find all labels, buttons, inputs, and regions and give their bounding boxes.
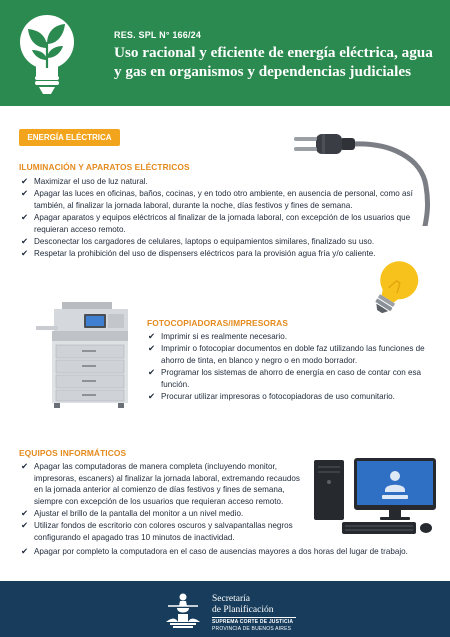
page-title: Uso racional y eficiente de energía eléctrica, agua y gas en organismos y dependencias judiciales xyxy=(114,44,433,80)
list-item: ✔ Apagar las computadoras de manera completa (incluyendo monitor, impresoras, escaners) al finalizar la jornada laboral, extremando recaudos en la jornada anterior al comienzo de días festivos y fines de semana, siempre con excepción de los usuarios que requieran acceso remoto. xyxy=(21,461,300,506)
check-icon: ✔ xyxy=(21,507,29,518)
list-item: ✔ Apagar por completo la computadora en el caso de ausencias mayores a dos horas del lugar de trabajo. xyxy=(21,546,408,556)
list-lighting xyxy=(21,176,433,260)
lightbulb-plant-icon xyxy=(18,12,76,96)
check-icon: ✔ xyxy=(21,176,29,186)
section-title-lighting: ILUMINACIÓN Y APARATOS ELÉCTRICOS xyxy=(19,162,190,172)
justice-emblem-icon xyxy=(160,592,206,632)
list-item: ✔ Utilizar fondos de escritorio con colores oscuros y salvapantallas negros configurando el apagado tras 10 minutos de inactividad. xyxy=(21,520,293,542)
section-title-printers: FOTOCOPIADORAS/IMPRESORAS xyxy=(147,318,289,328)
check-icon: ✔ xyxy=(21,235,29,246)
photocopier-icon xyxy=(32,300,132,412)
check-icon: ✔ xyxy=(21,188,29,199)
desktop-computer-icon xyxy=(312,456,438,536)
check-icon: ✔ xyxy=(21,546,29,556)
list-item: ✔ Procurar utilizar impresoras o fotocopiadoras de uso comunitario. xyxy=(148,390,395,401)
lightbulb-icon xyxy=(364,255,426,319)
footer-court: SUPREMA CORTE DE JUSTICIA xyxy=(212,619,294,625)
check-icon: ✔ xyxy=(21,247,29,258)
check-icon: ✔ xyxy=(21,461,29,471)
list-item: ✔ Apagar aparatos y equipos eléctricos al finalizar de la jornada laboral, con excepción de los usuarios que requieran acceso remoto. xyxy=(21,211,411,234)
footer-planificacion: de Planificación xyxy=(212,605,274,615)
list-item: ✔ Desconectar los cargadores de celulares, laptops o equipamientos similares, finalizado su uso. xyxy=(21,235,375,246)
check-icon: ✔ xyxy=(148,366,156,377)
footer-province: PROVINCIA DE BUENOS AIRES xyxy=(212,626,292,632)
check-icon: ✔ xyxy=(21,520,29,531)
check-icon: ✔ xyxy=(148,331,156,341)
list-it-equipment xyxy=(21,461,311,544)
check-icon: ✔ xyxy=(148,390,156,401)
check-icon: ✔ xyxy=(148,343,156,354)
list-it-equipment-last xyxy=(21,546,441,558)
list-item: ✔ Imprimir si es realmente necesario. xyxy=(148,331,287,341)
section-title-it-equipment: EQUIPOS INFORMÁTICOS xyxy=(19,448,127,458)
category-badge: ENERGÍA ELÉCTRICA xyxy=(19,129,120,146)
resolution-number: RES. SPL N° 166/24 xyxy=(114,30,202,40)
list-item: ✔ Respetar la prohibición del uso de dispensers eléctricos para la provisión agua fría y/o caliente. xyxy=(21,247,376,258)
list-item: ✔ Imprimir o fotocopiar documentos en doble faz utilizando las funciones de ahorro de tinta, en blanco y negro o en modo borrador. xyxy=(148,343,425,365)
footer-divider xyxy=(212,617,296,618)
list-item: ✔ Programar los sistemas de ahorro de energía en caso de contar con esa función. xyxy=(148,366,422,389)
footer-secretaria: Secretaría xyxy=(212,594,250,604)
list-item: ✔ Maximizar el uso de luz natural. xyxy=(21,176,148,186)
list-printers xyxy=(148,331,440,403)
list-item: ✔ Ajustar el brillo de la pantalla del monitor a un nivel medio. xyxy=(21,507,244,518)
list-item: ✔ Apagar las luces en oficinas, baños, cocinas, y en todo otro ambiente, en ausencia de personal, como así también, al finalizar la jornada laboral, durante la noche, días festivos y fines de semana. xyxy=(21,188,413,210)
check-icon: ✔ xyxy=(21,211,29,222)
